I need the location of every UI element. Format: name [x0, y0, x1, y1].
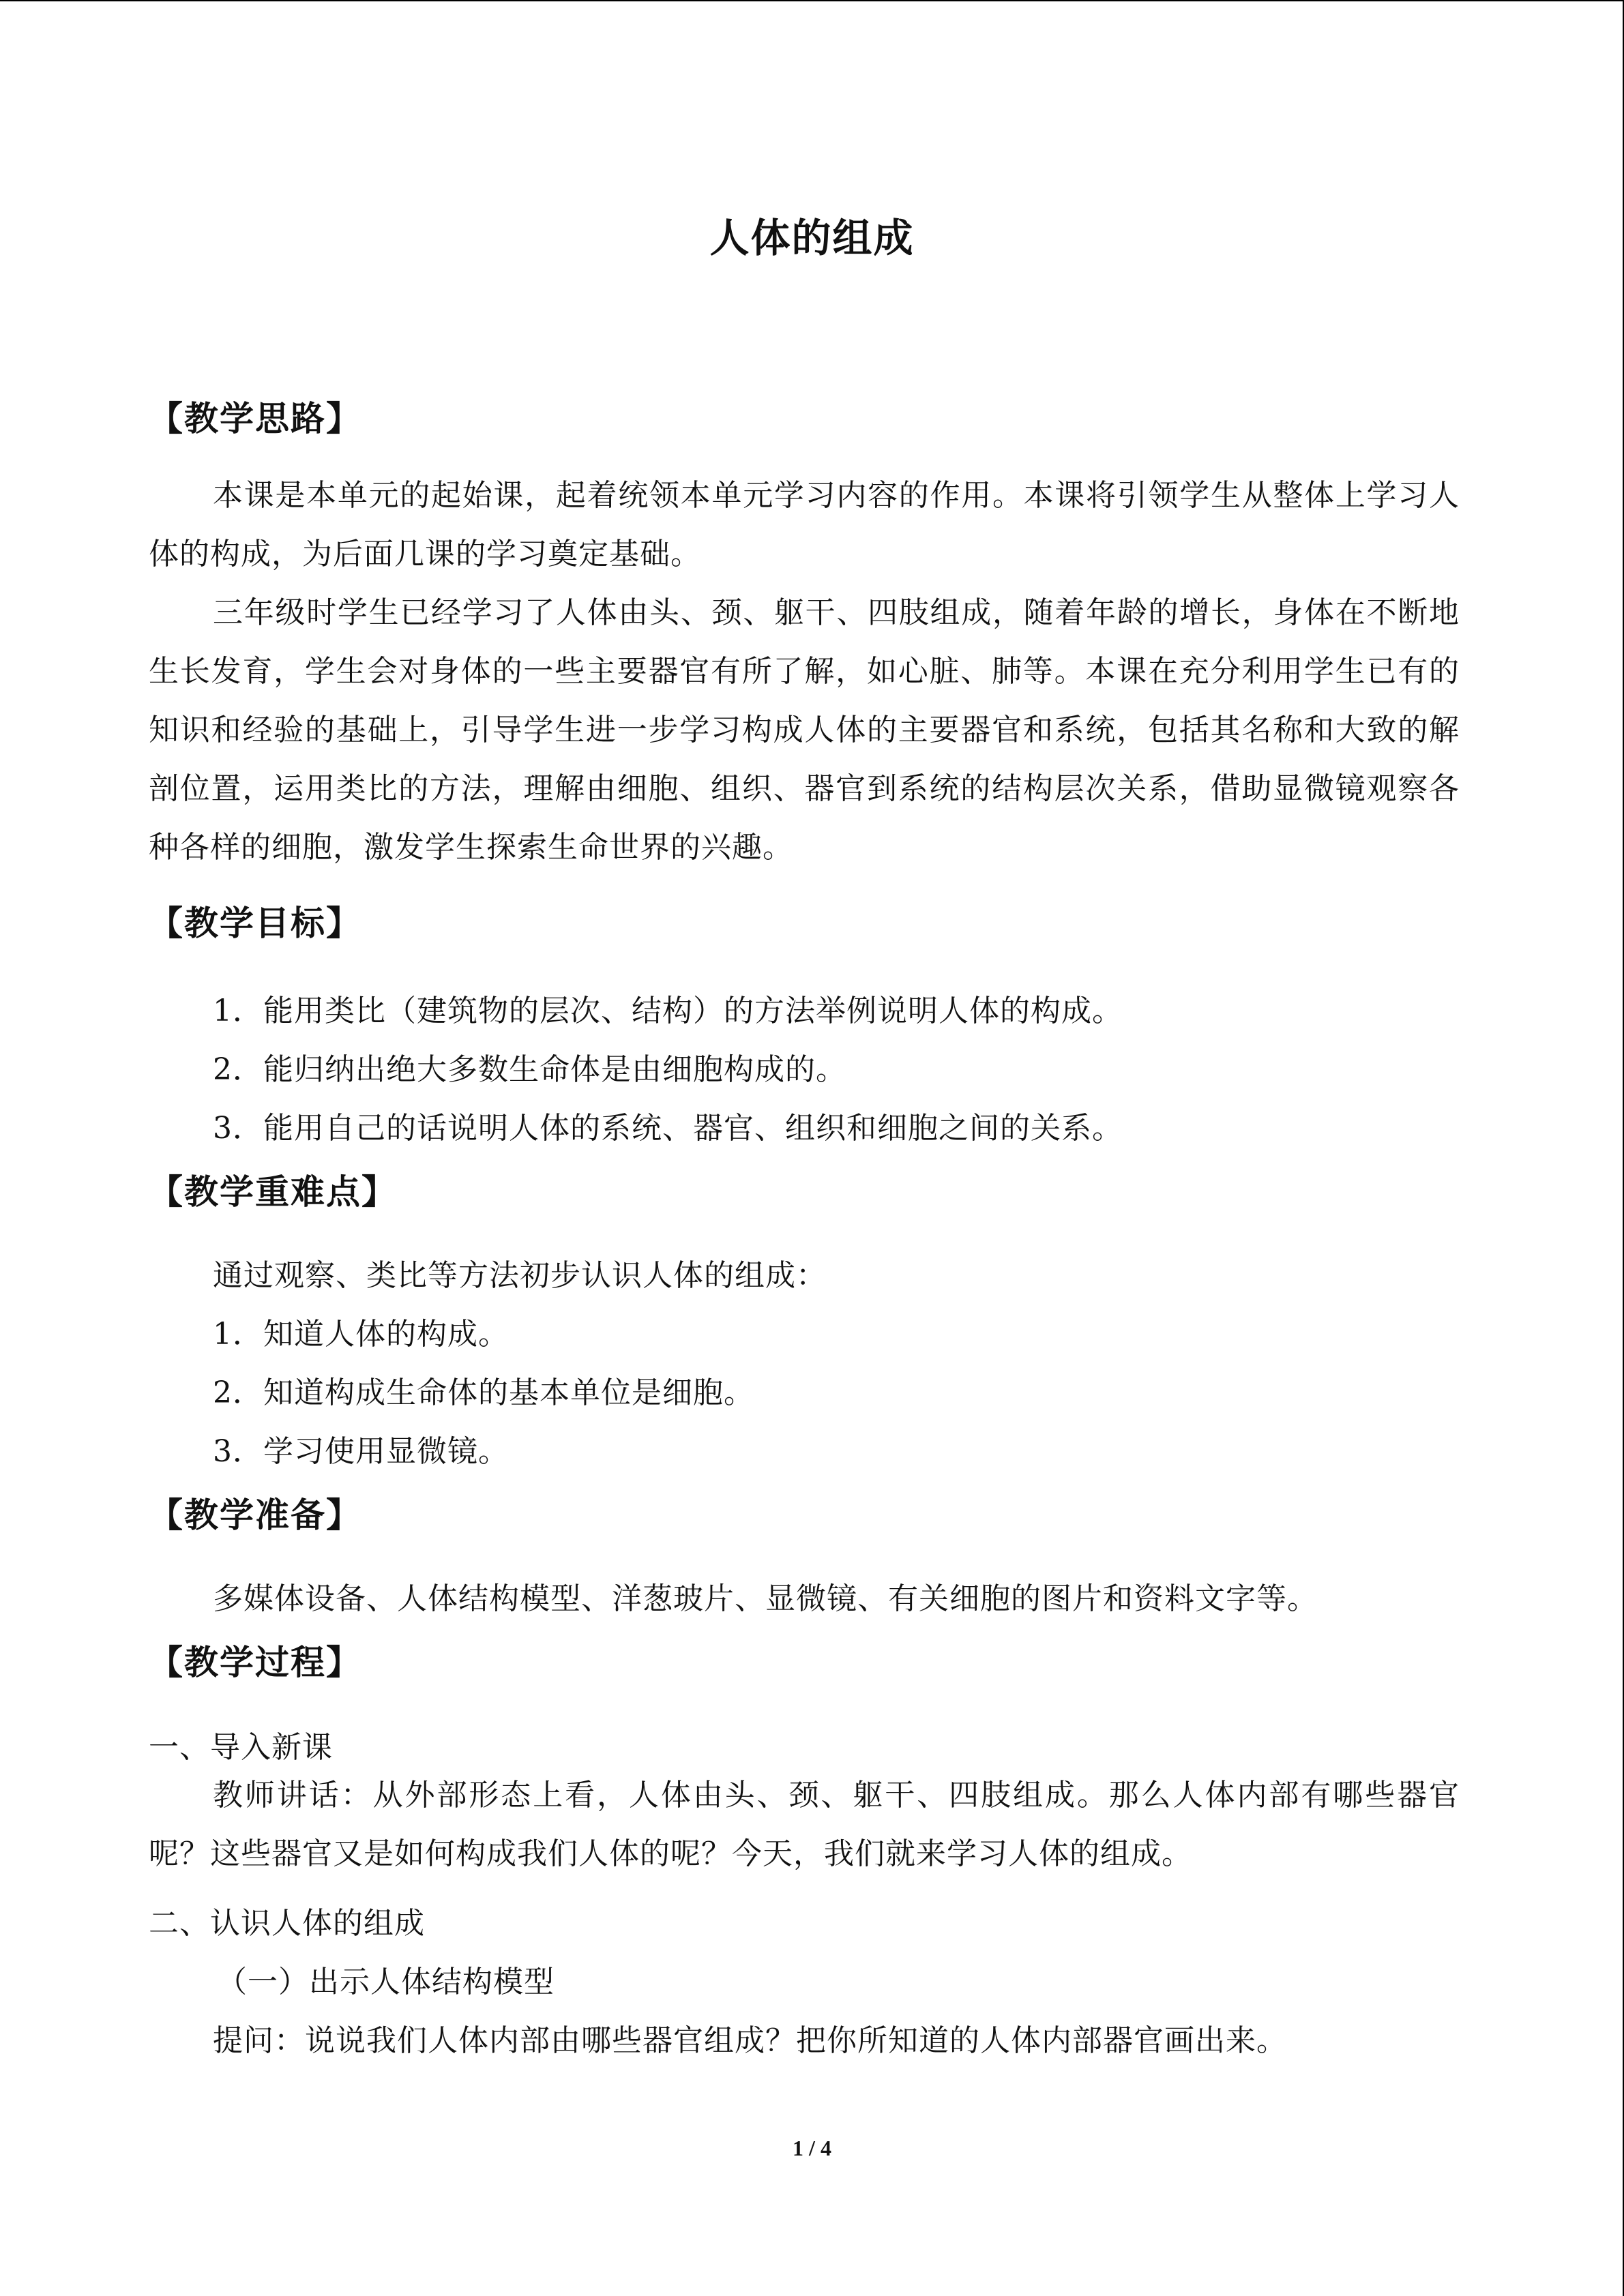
document-title: 人体的组成 [709, 215, 915, 261]
key-point-item-3: 3．学习使用显微镜。 [213, 1434, 509, 1469]
thinking-paragraph-2: 三年级时学生已经学习了人体由头、颈、躯干、四肢组成，随着年龄的增长，身体在不断地生长发育，学生会对身体的一些主要器官有所了解，如心脏、肺等。本课在充分利用学生已有的知识和经验的基础上，引导学生进一步学习构成人体的主要器官和系统，包括其名称和大致的解剖位置，运用类比的方法，理解由细胞、组织、器官到系统的结构层次关系，借助显微镜观察各种各样的细胞，激发学生探索生命世界的兴趣。 [149, 595, 1460, 865]
preparation-text: 多媒体设备、人体结构模型、洋葱玻片、显微镜、有关细胞的图片和资料文字等。 [213, 1581, 1318, 1616]
heading-teaching-goals: 【教学目标】 [149, 904, 361, 943]
key-point-item-2: 2．知道构成生命体的基本单位是细胞。 [213, 1375, 754, 1410]
process-step-1-text: 教师讲话：从外部形态上看，人体由头、颈、躯干、四肢组成。那么人体内部有哪些器官呢？这些器官又是如何构成我们人体的呢？今天，我们就来学习人体的组成。 [149, 1778, 1460, 1871]
goal-item-2: 2．能归纳出绝大多数生命体是由细胞构成的。 [213, 1052, 846, 1087]
heading-teaching-thinking: 【教学思路】 [149, 399, 361, 438]
page-indicator: 1 / 4 [793, 2136, 831, 2160]
goal-item-3: 3．能用自己的话说明人体的系统、器官、组织和细胞之间的关系。 [213, 1111, 1123, 1146]
goal-item-1: 1．能用类比（建筑物的层次、结构）的方法举例说明人体的构成。 [213, 994, 1123, 1028]
key-point-item-1: 1．知道人体的构成。 [213, 1317, 509, 1352]
process-step-2-text: 提问：说说我们人体内部由哪些器官组成？把你所知道的人体内部器官画出来。 [213, 2023, 1287, 2058]
key-points-intro: 通过观察、类比等方法初步认识人体的组成： [213, 1258, 827, 1293]
heading-key-points: 【教学重难点】 [149, 1172, 397, 1212]
process-step-2-title: 二、认识人体的组成 [149, 1906, 425, 1941]
heading-process: 【教学过程】 [149, 1643, 361, 1682]
heading-preparation: 【教学准备】 [149, 1495, 361, 1535]
process-step-1-title: 一、导入新课 [149, 1730, 333, 1765]
process-step-2-subtitle: （一）出示人体结构模型 [217, 1965, 555, 1999]
thinking-paragraph-1: 本课是本单元的起始课，起着统领本单元学习内容的作用。本课将引领学生从整体上学习人体的构成，为后面几课的学习奠定基础。 [149, 478, 1460, 571]
